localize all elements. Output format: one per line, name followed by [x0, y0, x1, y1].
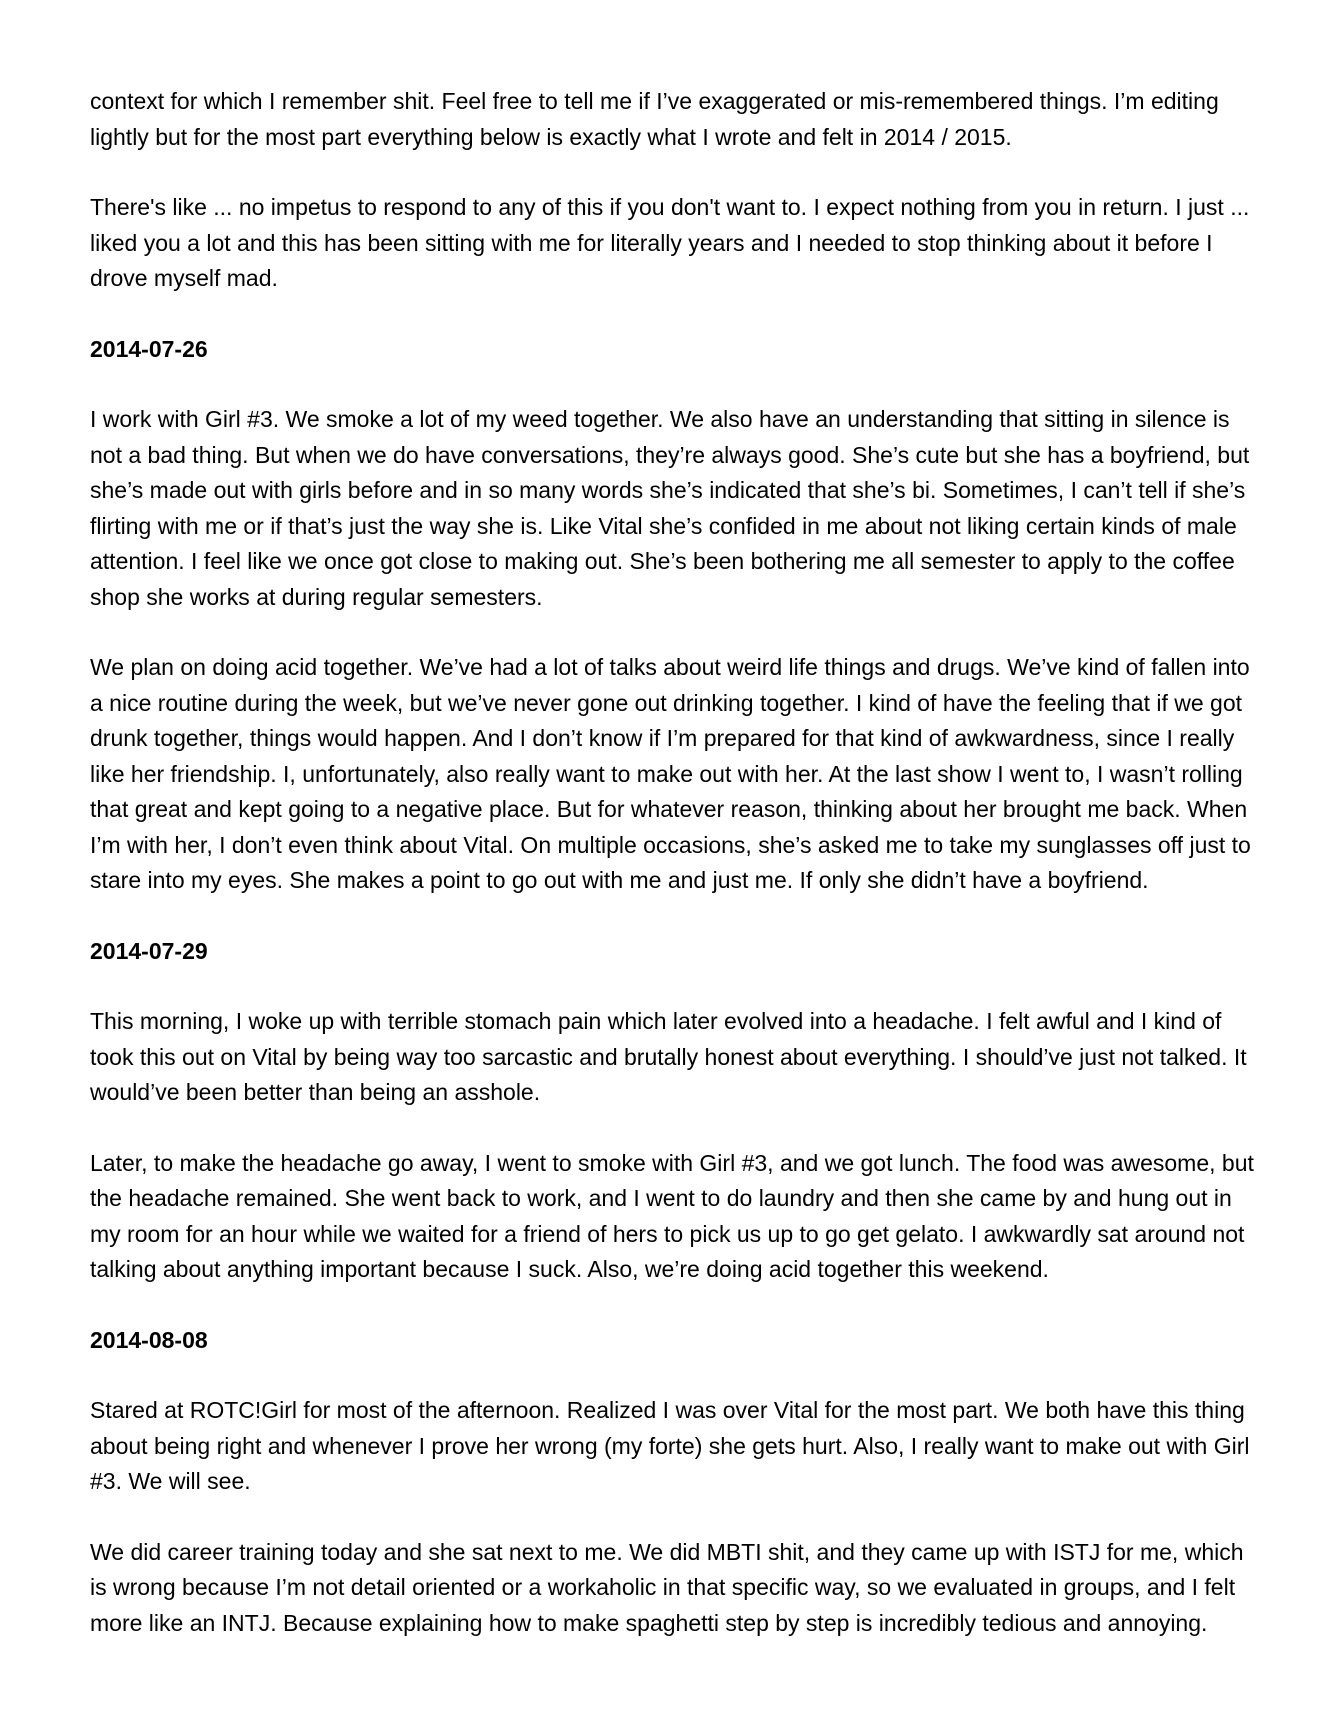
paragraph: There's like ... no impetus to respond to any of this if you don't want to. I expect nothing from you in return. I just ... liked you a lot and this has been sitting with me for literally years and I needed to stop thinking about it before I drove myself mad. — [90, 194, 1250, 291]
paragraph: I work with Girl #3. We smoke a lot of my weed together. We also have an understanding that sitting in silence is not a bad thing. But when we do have conversations, they’re always good. She’s cute but she has a boyfriend, but she’s made out with girls before and in so many words she’s indicated that she’s bi. Sometimes, I can’t tell if she’s flirting with me or if that’s just the way she is. Like Vital she’s confided in me about not liking certain kinds of male attention. I feel like we once got close to making out. She’s been bothering me all semester to apply to the coffee shop she works at during regular semesters. — [90, 406, 1250, 610]
entry-date-heading: 2014-07-29 — [90, 937, 208, 964]
paragraph: context for which I remember shit. Feel free to tell me if I’ve exaggerated or mis-remembered things. I’m editing lightly but for the most part everything below is exactly what I wrote and felt in 2014 / 2015. — [90, 88, 1219, 150]
document-page — [90, 84, 1260, 1676]
paragraph: Later, to make the headache go away, I went to smoke with Girl #3, and we got lunch. The food was awesome, but the headache remained. She went back to work, and I went to do laundry and then she came by and hung out in my room for an hour while we waited for a friend of hers to pick us up to go get gelato. I awkwardly sat around not talking about anything important because I suck. Also, we’re doing acid together this weekend. — [90, 1149, 1254, 1282]
entry-date-heading: 2014-07-26 — [90, 335, 208, 362]
paragraph: Stared at ROTC!Girl for most of the afternoon. Realized I was over Vital for the most part. We both have this thing about being right and whenever I prove her wrong (my forte) she gets hurt. Also, I really want to make out with Girl #3. We will see. — [90, 1397, 1250, 1494]
entry-date-heading: 2014-08-08 — [90, 1326, 208, 1353]
paragraph: This morning, I woke up with terrible stomach pain which later evolved into a headache. I felt awful and I kind of took this out on Vital by being way too sarcastic and brutally honest about everything. I should’ve just not talked. It would’ve been better than being an asshole. — [90, 1008, 1247, 1105]
paragraph: We plan on doing acid together. We’ve had a lot of talks about weird life things and drugs. We’ve kind of fallen into a nice routine during the week, but we’ve never gone out drinking together. I kind of have the feeling that if we got drunk together, things would happen. And I don’t know if I’m prepared for that kind of awkwardness, since I really like her friendship. I, unfortunately, also really want to make out with her. At the last show I went to, I wasn’t rolling that great and kept going to a negative place. But for whatever reason, thinking about her brought me back. When I’m with her, I don’t even think about Vital. On multiple occasions, she’s asked me to take my sunglasses off just to stare into my eyes. She makes a point to go out with me and just me. If only she didn’t have a boyfriend. — [90, 654, 1251, 893]
paragraph: We did career training today and she sat next to me. We did MBTI shit, and they came up with ISTJ for me, which is wrong because I’m not detail oriented or a workaholic in that specific way, so we evaluated in groups, and I felt more like an INTJ. Because explaining how to make spaghetti step by step is incredibly tedious and annoying. — [90, 1538, 1244, 1636]
